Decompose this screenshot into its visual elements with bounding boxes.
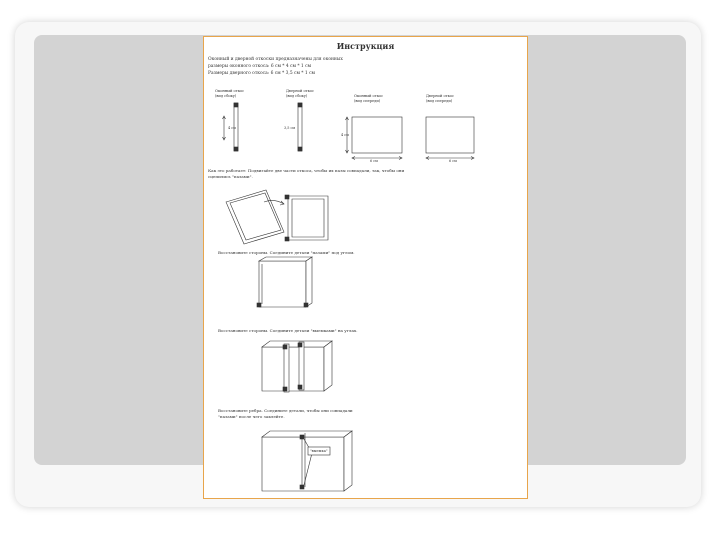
dim-door-height: 3,5 см [284, 126, 296, 130]
illustration-step-2 [204, 337, 528, 407]
illustration-step-3 [204, 421, 528, 499]
intro-line-3: Размеры дверного откоса: 6 см * 3,5 см * 1 см [208, 71, 315, 76]
dim-panel-height: 4 см [341, 133, 349, 137]
illustration-panels-angled [204, 182, 528, 250]
caption-panel-right-1: Дверной откос [426, 94, 455, 98]
dim-upright-height: 4 см [228, 126, 236, 130]
step-2-text: Восстановите стороны. Соедините детали "выемками" на углах. [218, 328, 358, 333]
document-title: Инструкция [336, 41, 395, 51]
instruction-document [203, 36, 528, 499]
intro-line-1: Оконный и дверной откоски предназначены для оконных [208, 57, 343, 62]
dimension-diagrams [204, 37, 528, 167]
caption-panel-left-2: (вид спереди) [354, 99, 381, 103]
step-3-text-1: Восстановите ребра. Соедините детали, чтобы они совпадали [218, 408, 353, 413]
step-intro-line-2: сцепились "пазами". [208, 174, 253, 179]
caption-window-upright-2: (вид сбоку) [215, 94, 237, 98]
caption-panel-right-2: (вид спереди) [426, 99, 453, 103]
caption-window-upright-1: Оконный откос [215, 89, 245, 93]
dim-panel-right-width: 6 см [449, 159, 457, 163]
caption-panel-left-1: Оконный откос [354, 94, 384, 98]
caption-door-upright-2: (вид сбоку) [286, 94, 308, 98]
dim-panel-width: 6 см [370, 159, 378, 163]
step-3-text-2: "пазами" после чего заклейте. [218, 414, 285, 419]
hint-label-recess: "выемка" [310, 449, 328, 453]
intro-line-2: размеры оконного откоса: 6 см * 4 см * 1 см [208, 64, 311, 69]
caption-door-upright-1: Дверной откос [286, 89, 315, 93]
step-intro-line-1: Как это работает: Подвигайте две части откоса, чтобы их пазы совпадали, так, чтобы они [208, 168, 405, 173]
step-1-text: Восстановите стороны. Соедините детали "пазами" под углом. [218, 250, 355, 255]
illustration-step-1 [204, 257, 528, 327]
